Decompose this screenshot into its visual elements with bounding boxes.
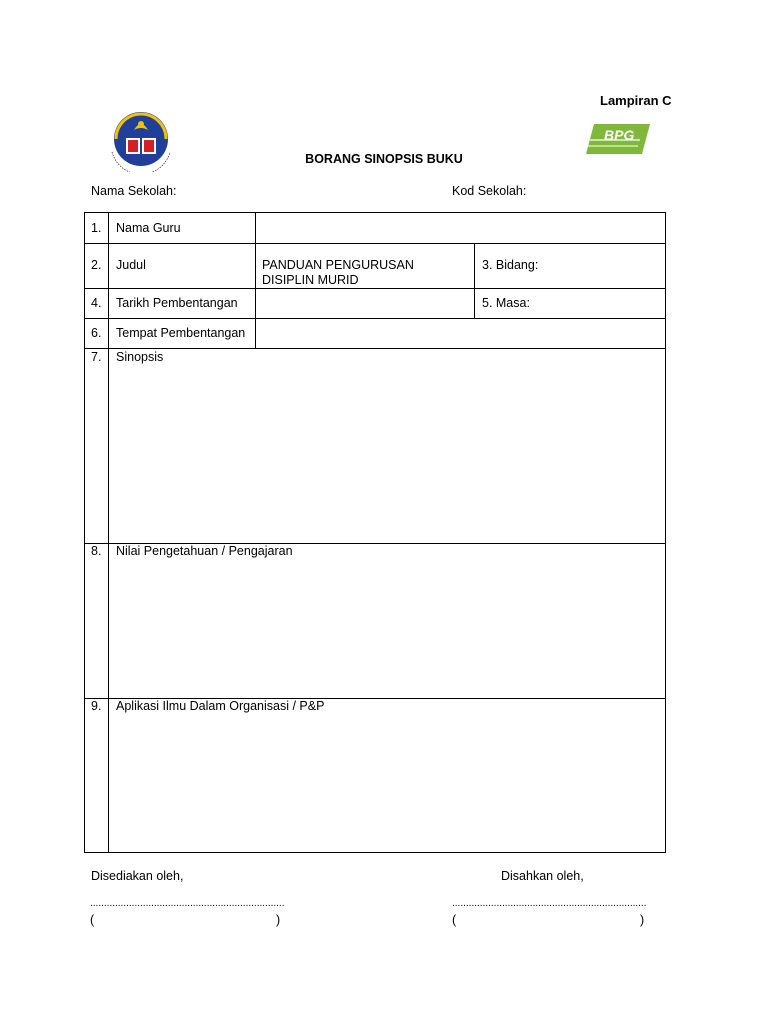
approved-by-signature-line: ...................................................................... [452,898,647,909]
presentation-venue-label: Tempat Pembentangan [116,326,246,340]
knowledge-value-label: Nilai Pengetahuan / Pengajaran [116,544,293,558]
presentation-date-label: Tarikh Pembentangan [116,296,238,310]
prepared-by-open-paren: ( [90,913,95,927]
book-title-label: Judul [116,258,146,272]
row-number: 8. [91,544,102,558]
row-number: 7. [91,350,102,364]
synopsis-form-table [84,212,666,853]
school-code-label: Kod Sekolah: [452,184,527,198]
knowledge-application-area[interactable] [109,717,664,851]
book-title-value-line-2: DISIPLIN MURID [262,273,359,287]
row-number: 9. [91,699,102,713]
bpg-logo-text: BPG [604,127,635,143]
approved-by-close-paren: ) [640,913,645,927]
teacher-name-label: Nama Guru [116,221,181,235]
synopsis-label: Sinopsis [116,350,164,364]
prepared-by-label: Disediakan oleh, [91,869,184,883]
row-number: 6. [91,326,102,340]
synopsis-area[interactable] [109,368,664,542]
row-number: 1. [91,221,102,235]
row-number: 4. [91,296,102,310]
school-name-label: Nama Sekolah: [91,184,177,198]
knowledge-application-label: Aplikasi Ilmu Dalam Organisasi / P&P [116,699,325,713]
teacher-name-field[interactable] [256,213,664,243]
approved-by-label: Disahkan oleh, [501,869,584,883]
book-title-value-line-1: PANDUAN PENGURUSAN [262,258,414,272]
row-number: 2. [91,258,102,272]
approved-by-open-paren: ( [452,913,457,927]
time-label: 5. Masa: [482,296,530,310]
appendix-label: Lampiran C [600,93,672,108]
prepared-by-signature-line: ...................................................................... [90,898,285,909]
form-title: BORANG SINOPSIS BUKU [305,152,463,166]
prepared-by-close-paren: ) [276,913,281,927]
field-label: 3. Bidang: [482,258,539,272]
knowledge-value-area[interactable] [109,562,664,697]
